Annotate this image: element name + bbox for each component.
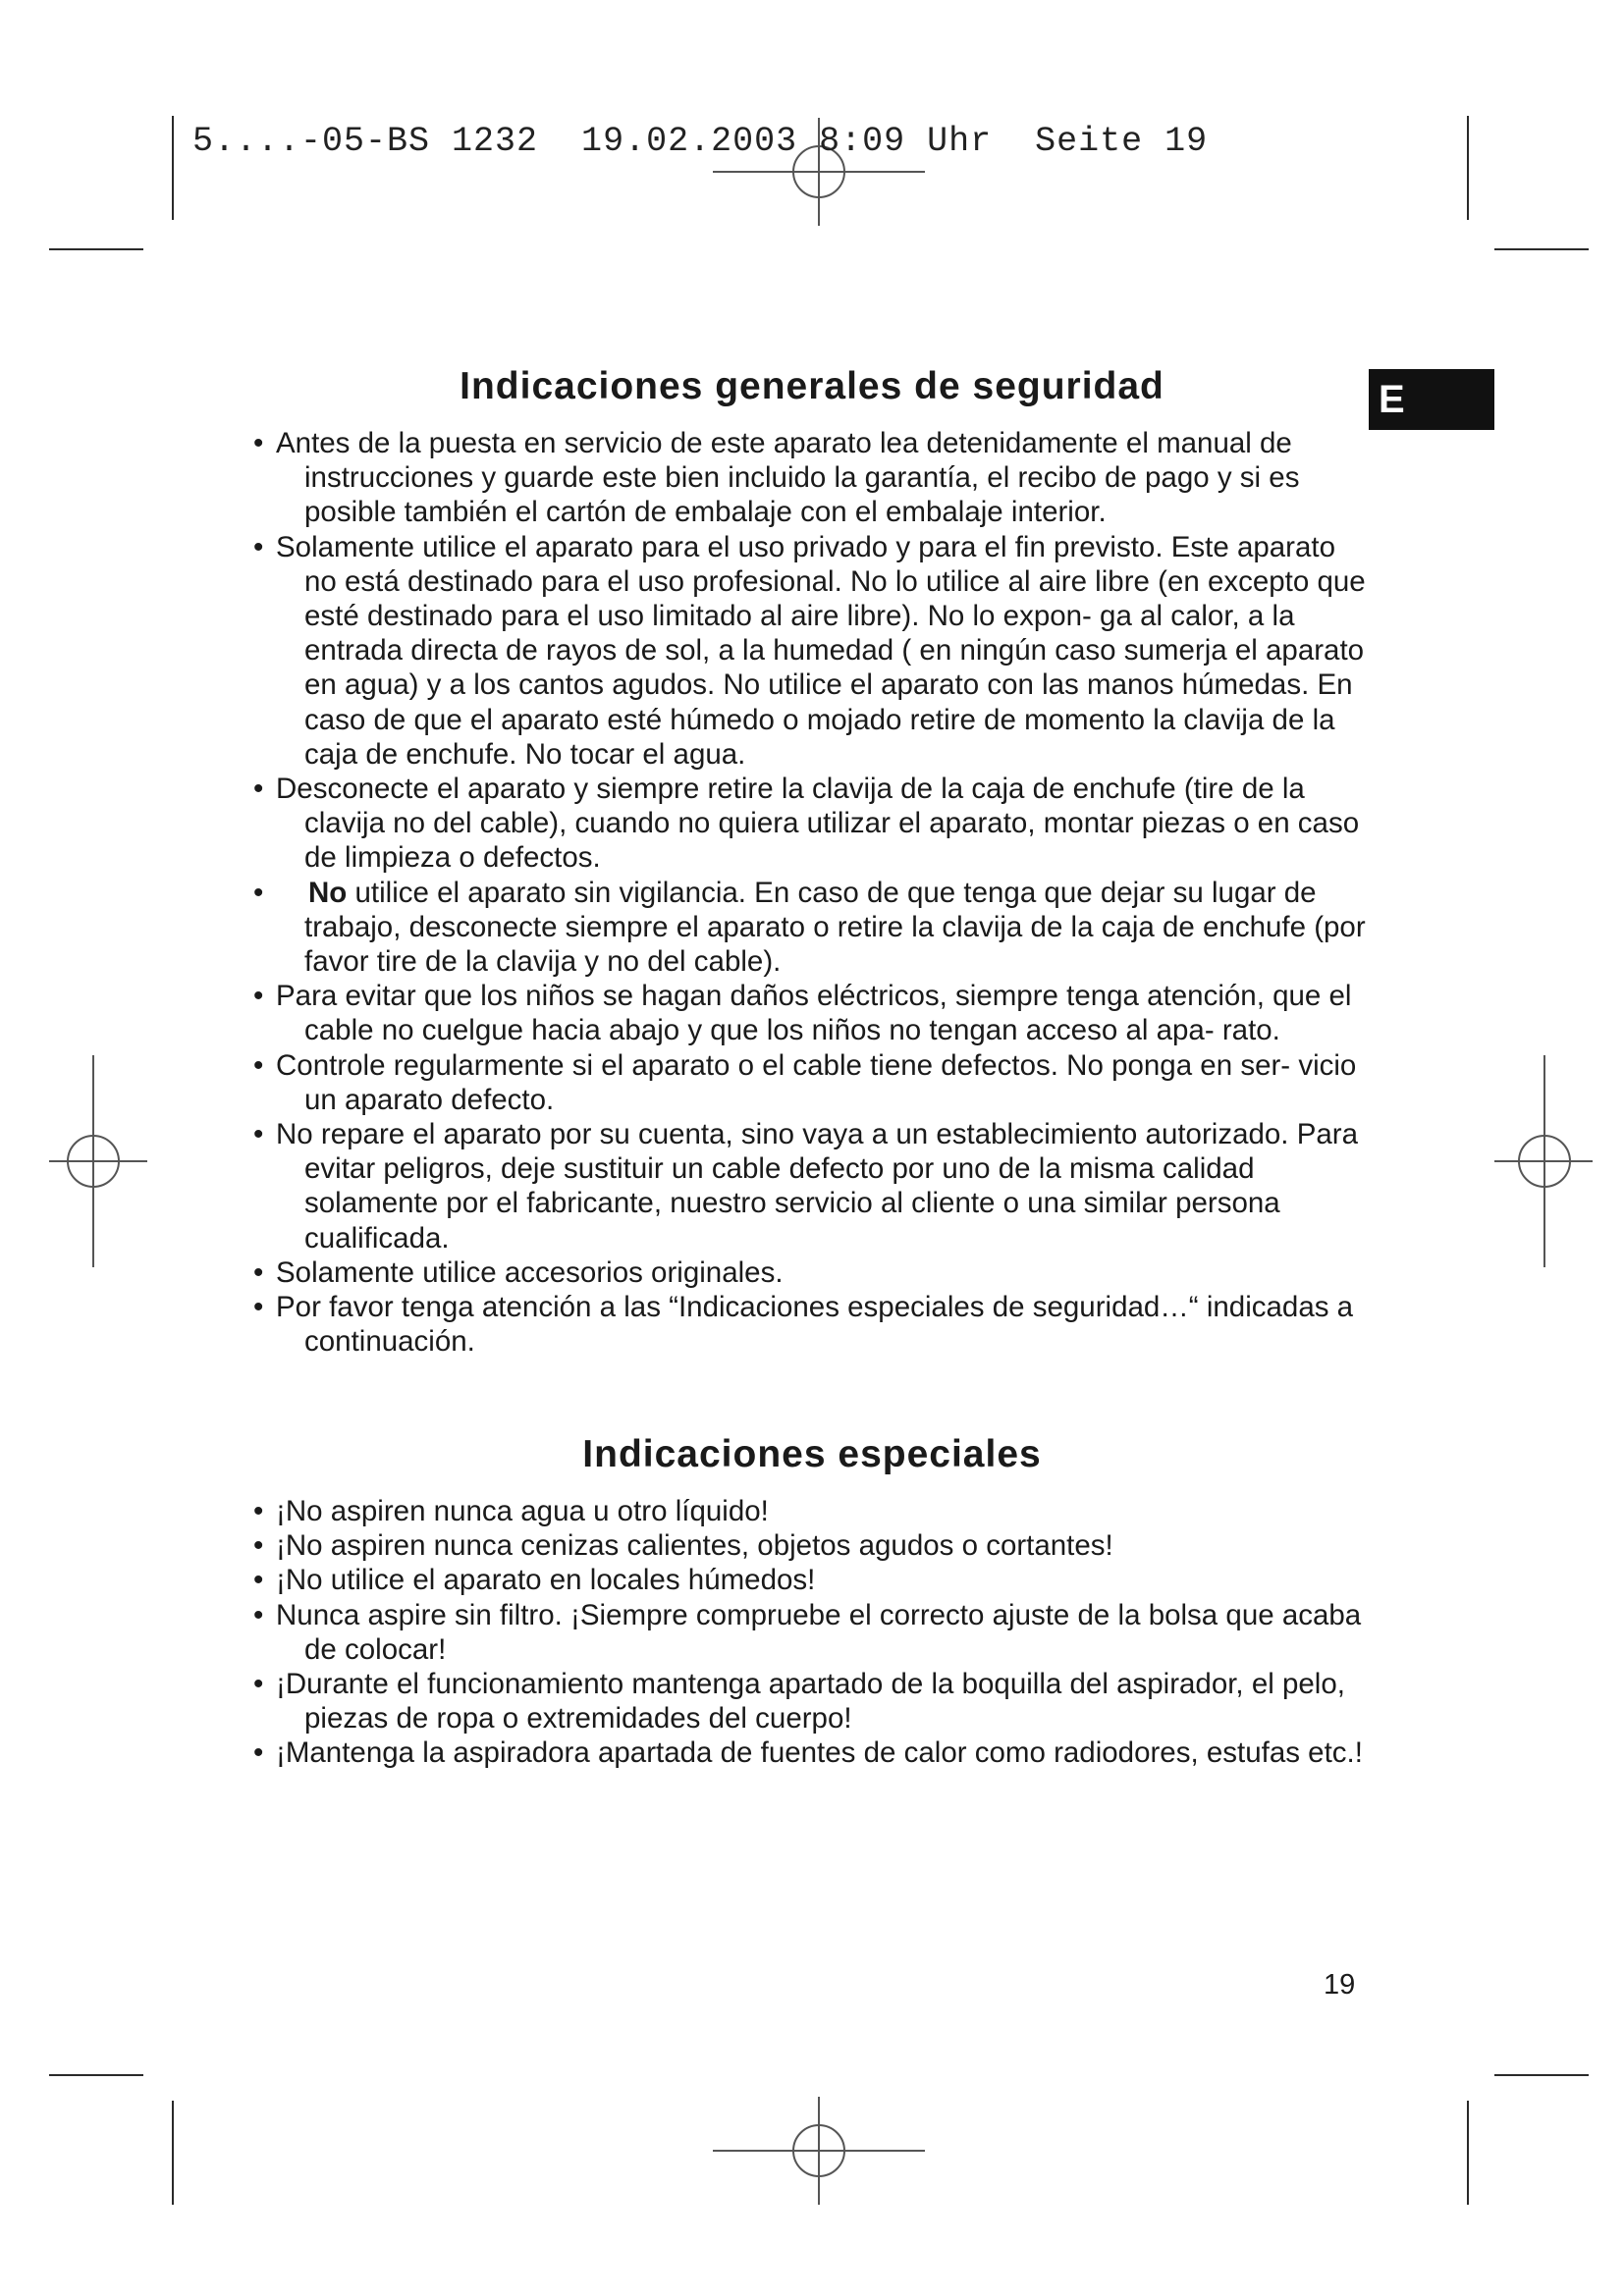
bullet-icon: • <box>253 530 264 563</box>
list-item <box>253 1735 1373 1770</box>
list-item <box>253 1528 1373 1563</box>
list-item-text: Desconecte el aparato y siempre retire la clavija de la caja de enchufe (tire de la clavija no del cable), cuando no quiera utilizar el aparato, montar piezas o en caso de limpieza o defectos. <box>276 773 1360 875</box>
crop-mark-top-left-horizontal <box>49 248 143 250</box>
registration-mark-bottom-icon <box>713 2097 925 2205</box>
list-item <box>253 530 1373 772</box>
special-notes-list <box>253 1494 1373 1771</box>
list-item-text: Por favor tenga atención a las “Indicaciones especiales de seguridad…“ indicadas a continuación. <box>276 1291 1354 1359</box>
list-item-text: Solamente utilice accesorios originales. <box>276 1255 784 1289</box>
list-item <box>253 1290 1373 1359</box>
list-item-text: Antes de la puesta en servicio de este aparato lea detenidamente el manual de instrucciones y guarde este bien incluido la garantía, el recibo de pago y si es posible también el cartón de embalaje con el embalaje interior. <box>276 427 1300 529</box>
print-slug-line: 5....-05-BS 1232 19.02.2003 8:09 Uhr Seite 19 <box>192 122 1209 161</box>
bullet-icon: • <box>253 1255 264 1289</box>
crop-mark-top-left-vertical <box>172 116 174 220</box>
section-title-general-safety: Indicaciones generales de seguridad <box>460 365 1164 407</box>
list-item <box>253 979 1373 1047</box>
list-item-text: No repare el aparato por su cuenta, sino vaya a un establecimiento autorizado. Para evitar peligros, deje sustituir un cable defecto por uno de la misma calidad solamente por el fabricante, nuestro servicio al cliente o una similar persona cualificada. <box>276 1118 1359 1255</box>
page-number: 19 <box>1324 1969 1356 2001</box>
crop-mark-top-right-horizontal <box>1494 248 1589 250</box>
list-item <box>253 426 1373 530</box>
list-item-text: ¡No aspiren nunca agua u otro líquido! <box>276 1495 769 1527</box>
bullet-icon: • <box>253 876 264 909</box>
bullet-icon: • <box>253 1668 264 1701</box>
bullet-icon: • <box>253 1495 264 1527</box>
crop-mark-top-right-vertical <box>1467 116 1469 220</box>
bullet-icon: • <box>253 1598 264 1631</box>
bullet-icon: • <box>253 980 264 1013</box>
list-item-text: Controle regularmente si el aparato o el cable tiene defectos. No ponga en ser- vicio un aparato defecto. <box>276 1048 1357 1116</box>
bullet-icon: • <box>253 1118 264 1151</box>
list-item-text: ¡Durante el funcionamiento mantenga apartado de la boquilla del aspirador, el pelo, piezas de ropa o extremidades del cuerpo! <box>276 1668 1345 1735</box>
list-item <box>253 772 1373 876</box>
list-item <box>253 1048 1373 1117</box>
crop-mark-bottom-left-horizontal <box>49 2074 143 2076</box>
list-item-text: ¡No aspiren nunca cenizas calientes, objetos agudos o cortantes! <box>276 1529 1113 1563</box>
bullet-icon: • <box>253 1529 264 1563</box>
bullet-icon: • <box>253 1736 264 1770</box>
list-item <box>253 1255 1373 1290</box>
list-item-text: Nunca aspire sin filtro. ¡Siempre compruebe el correcto ajuste de la bolsa que acaba de colocar! <box>276 1598 1362 1666</box>
bullet-icon: • <box>253 1564 264 1597</box>
crop-mark-bottom-left-vertical <box>172 2101 174 2205</box>
list-item <box>253 1117 1373 1255</box>
bullet-icon: • <box>253 1291 264 1324</box>
section-title-special-notes: Indicaciones especiales <box>582 1433 1042 1475</box>
list-item-text: Solamente utilice el aparato para el uso privado y para el fin previsto. Este aparato no está destinado para el uso profesional. No lo utilice al aire libre (en excepto que esté destinado para el uso limitado al aire libre). No lo expon- ga al calor, a la entrada directa de rayos de sol, a la humedad ( en ningún caso sumerja el aparato en agua) y a los cantos agudos. No utilice el aparato con las manos húmedas. En caso de que el aparato esté húmedo o mojado retire de momento la clavija de la caja de enchufe. No tocar el agua. <box>276 530 1366 771</box>
bullet-icon: • <box>253 773 264 806</box>
bullet-icon: • <box>253 1048 264 1082</box>
registration-mark-left-icon <box>49 1055 147 1267</box>
general-safety-list <box>253 426 1373 1359</box>
crop-mark-bottom-right-vertical <box>1467 2101 1469 2205</box>
list-item <box>253 1563 1373 1597</box>
bullet-icon: • <box>253 427 264 459</box>
registration-mark-right-icon <box>1494 1055 1593 1267</box>
list-item-text: Para evitar que los niños se hagan daños eléctricos, siempre tenga atención, que el cable no cuelgue hacia abajo y que los niños no tengan acceso al apa- rato. <box>276 980 1352 1047</box>
list-item-lead: No <box>308 876 348 909</box>
language-tab: E <box>1369 369 1494 430</box>
list-item <box>253 1494 1373 1528</box>
list-item <box>253 1667 1373 1735</box>
list-item <box>253 876 1373 980</box>
list-item-text: ¡No utilice el aparato en locales húmedos! <box>276 1564 816 1597</box>
list-item-text: utilice el aparato sin vigilancia. En caso de que tenga que dejar su lugar de trabajo, desconecte siempre el aparato o retire la clavija de la caja de enchufe (por favor tire de la clavija y no del cable). <box>304 876 1366 979</box>
list-item-text: ¡Mantenga la aspiradora apartada de fuentes de calor como radiodores, estufas etc.! <box>276 1736 1363 1770</box>
list-item <box>253 1598 1373 1667</box>
crop-mark-bottom-right-horizontal <box>1494 2074 1589 2076</box>
